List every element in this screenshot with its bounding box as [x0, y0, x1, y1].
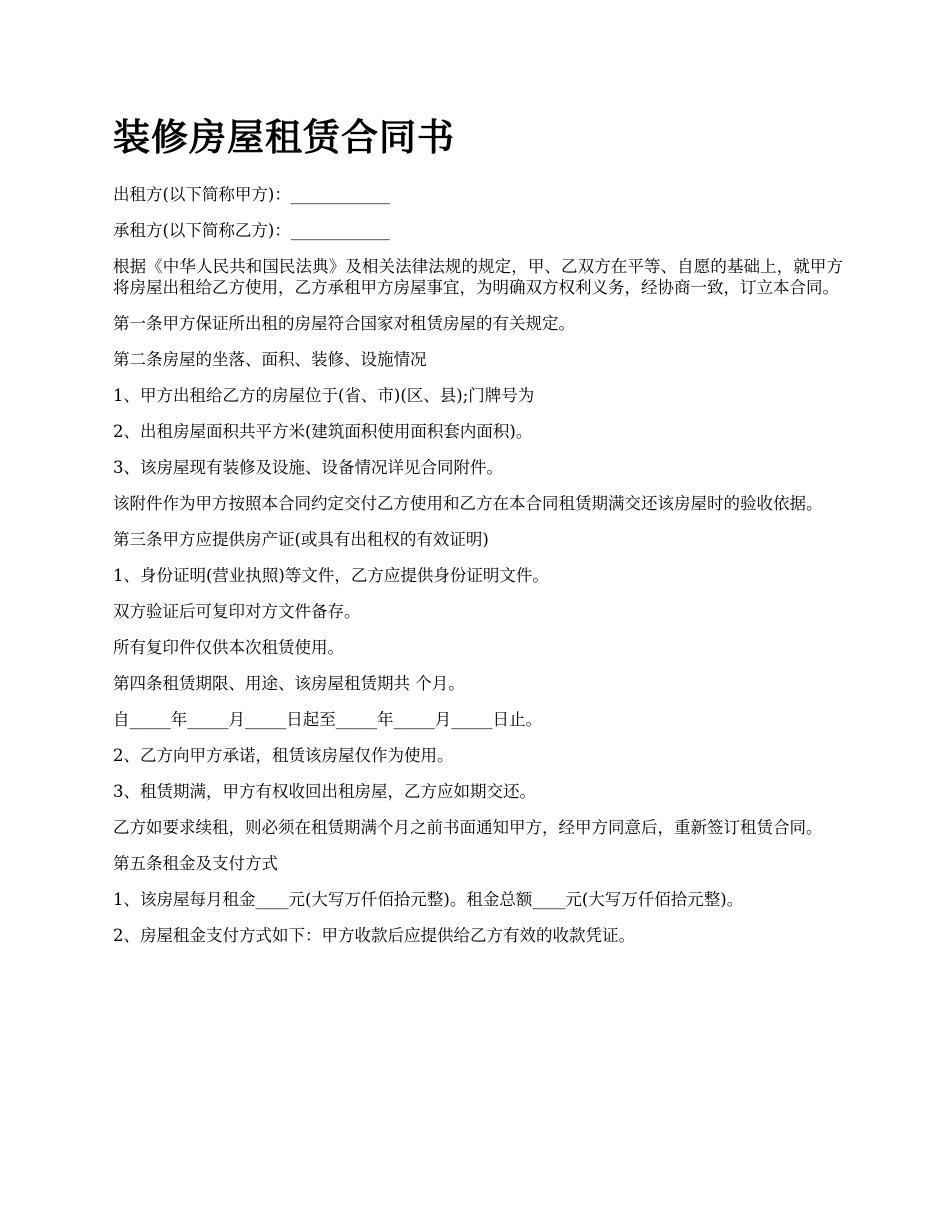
article-1: 第一条甲方保证所出租的房屋符合国家对租赁房屋的有关规定。 — [113, 314, 575, 333]
article-4-item-2: 2、乙方向甲方承诺，租赁该房屋仅作为使用。 — [113, 746, 454, 765]
renewal-paragraph: 乙方如要求续租，则必须在租赁期满个月之前书面通知甲方，经甲方同意后，重新签订租赁合同。 — [113, 818, 823, 837]
article-2-item-3: 3、该房屋现有装修及设施、设备情况详见合同附件。 — [113, 458, 503, 477]
attachment-note: 该附件作为甲方按照本合同约定交付乙方使用和乙方在本合同租赁期满交还该房屋时的验收依据。 — [113, 494, 823, 513]
article-3-item-1: 1、身份证明(营业执照)等文件，乙方应提供身份证明文件。 — [113, 566, 549, 585]
article-3-heading: 第三条甲方应提供房产证(或具有出租权的有效证明) — [113, 530, 489, 549]
preamble-paragraph: 根据《中华人民共和国民法典》及相关法律法规的规定，甲、乙双方在平等、自愿的基础上，就甲方将房屋出租给乙方使用，乙方承租甲方房屋事宜，为明确双方权利义务，经协商一致，订立本合同。 — [113, 257, 843, 297]
document-page — [113, 112, 843, 961]
document-title: 装修房屋租赁合同书 — [113, 115, 455, 159]
lease-period-line: 自_____年_____月_____日起至_____年_____月_____日止。 — [113, 710, 542, 729]
article-5-heading: 第五条租金及支付方式 — [113, 854, 278, 873]
article-5-item-1: 1、该房屋每月租金____元(大写万仟佰拾元整)。租金总额____元(大写万仟佰拾元整)。 — [113, 890, 744, 909]
party-b-line: 承租方(以下简称乙方)：____________ — [113, 221, 390, 240]
article-5-item-2: 2、房屋租金支付方式如下：甲方收款后应提供给乙方有效的收款凭证。 — [113, 926, 635, 945]
article-4-item-3: 3、租赁期满，甲方有权收回出租房屋，乙方应如期交还。 — [113, 782, 536, 801]
article-2-item-2: 2、出租房屋面积共平方米(建筑面积使用面积套内面积)。 — [113, 422, 533, 441]
copy-note-2: 所有复印件仅供本次租赁使用。 — [113, 638, 344, 657]
party-a-line: 出租方(以下简称甲方)：____________ — [113, 185, 390, 204]
article-4-heading: 第四条租赁期限、用途、该房屋租赁期共 个月。 — [113, 674, 465, 693]
article-2-item-1: 1、甲方出租给乙方的房屋位于(省、市)(区、县);门牌号为 — [113, 386, 535, 405]
article-2-heading: 第二条房屋的坐落、面积、装修、设施情况 — [113, 350, 427, 369]
copy-note-1: 双方验证后可复印对方文件备存。 — [113, 602, 361, 621]
